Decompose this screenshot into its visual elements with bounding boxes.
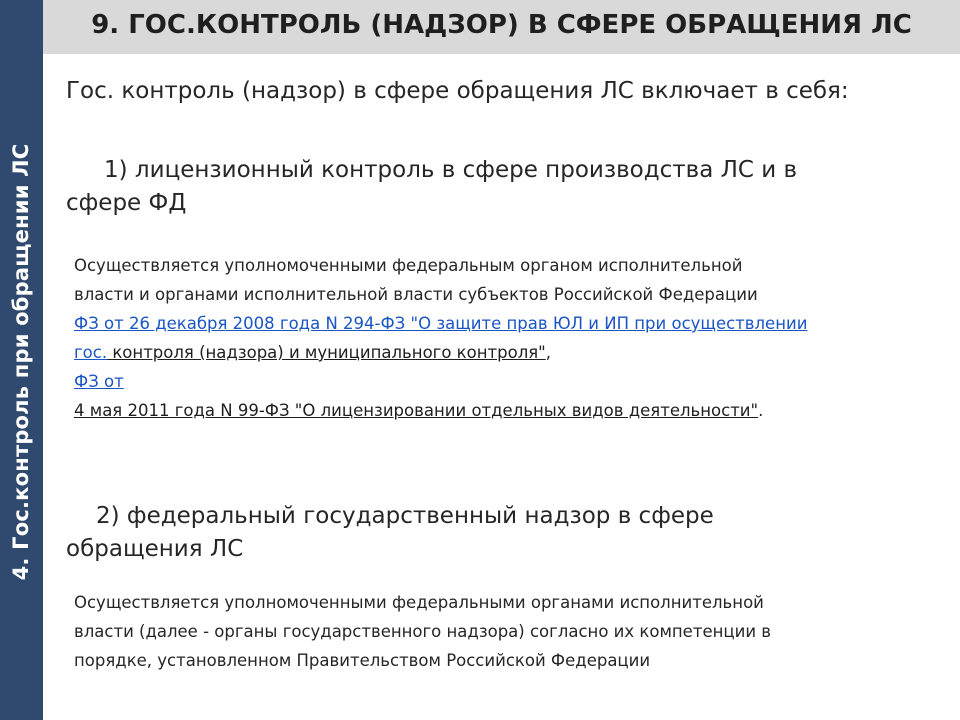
law-294-suffix: , [545,343,552,362]
title-bar [43,0,960,54]
page-title: 9. ГОС.КОНТРОЛЬ (НАДЗОР) В СФЕРЕ ОБРАЩЕНИЯ ЛС [91,10,912,40]
sidebar [0,0,43,720]
item2-desc-line3: порядке, установленном Правительством Российской Федерации [74,651,651,670]
item2-description [74,588,934,675]
sidebar-label: 4. Гос.контроль при обращении ЛС [9,143,33,581]
law-294-link-line2b[interactable]: контроля (надзора) и муниципального контроля" [107,343,546,362]
item1-heading [66,154,886,220]
item2-heading [66,500,886,566]
item1-desc-line1: Осуществляется уполномоченными федеральным органом исполнительной [74,256,743,275]
item2-heading-line1: 2) федеральный государственный надзор в сфере [96,503,714,529]
item2-desc-line1: Осуществляется уполномоченными федеральными органами исполнительной [74,593,764,612]
law-294-link-line1[interactable]: ФЗ от 26 декабря 2008 года N 294-ФЗ "О защите прав ЮЛ и ИП при осуществлении [74,314,808,333]
law-99-suffix: . [758,401,764,420]
item1-desc-line2: власти и органами исполнительной власти субъектов Российской Федерации [74,285,758,304]
item1-heading-line1: 1) лицензионный контроль в сфере производства ЛС и в [104,157,798,183]
law-99-link-line1[interactable]: ФЗ от [74,372,124,391]
law-294-link-line2a[interactable]: гос. [74,343,108,362]
item2-desc-line2: власти (далее - органы государственного надзора) согласно их компетенции в [74,622,772,641]
item1-heading-line2: сфере ФД [66,190,187,216]
item1-description [74,251,934,425]
item2-heading-line2: обращения ЛС [66,536,244,562]
intro-text: Гос. контроль (надзор) в сфере обращения ЛС включает в себя: [66,78,849,104]
law-99-link-line2[interactable]: 4 мая 2011 года N 99-ФЗ "О лицензировании отдельных видов деятельности" [74,401,759,420]
